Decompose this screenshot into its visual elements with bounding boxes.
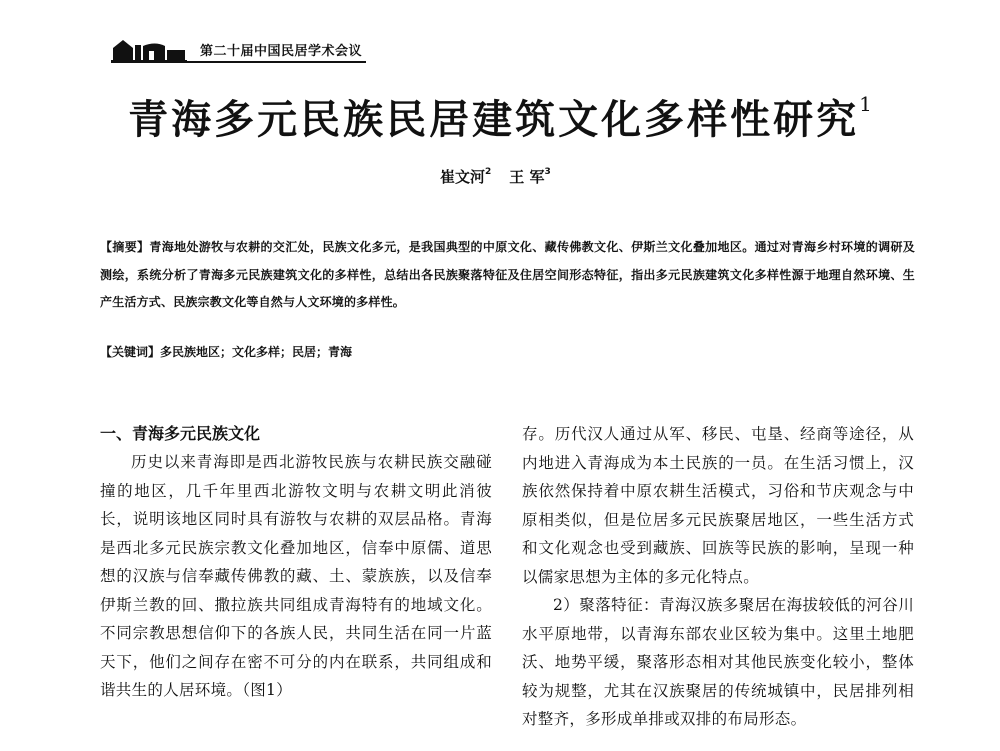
paper-title-text: 青海多元民族民居建筑文化多样性研究 <box>128 96 860 143</box>
keywords-label: 【关键词】 <box>100 345 161 359</box>
author-footnote-mark: 3 <box>544 167 551 177</box>
author-footnote-mark: 2 <box>485 167 492 177</box>
header-divider <box>111 61 366 63</box>
author-list <box>440 166 551 187</box>
abstract-text: 青海地处游牧与农耕的交汇处，民族文化多元，是我国典型的中原文化、藏传佛教文化、伊斯兰文化叠加地区。通过对青海乡村环境的调研及测绘，系统分析了青海多元民族建筑文化的多样性，总结出各民族聚落特征及住居空间形态特征，指出多元民族建筑文化多样性源于地理自然环境、生产生活方式、民族宗教文化等自然与人文环境的多样性。 <box>100 240 915 309</box>
keywords <box>100 343 352 360</box>
author-name: 王 军 <box>509 168 545 186</box>
section-heading: 一、青海多元民族文化 <box>100 424 261 443</box>
paper-title <box>0 88 1000 145</box>
title-footnote-mark: 1 <box>859 92 872 116</box>
body-paragraph: 历史以来青海即是西北游牧民族与农耕民族交融碰撞的地区，几千年里西北游牧文明与农耕文明此消彼长，说明该地区同时具有游牧与农耕的双层品格。青海是西北多元民族宗教文化叠加地区，信奉中原儒、道思想的汉族与信奉藏传佛教的藏、土、蒙族族，以及信奉伊斯兰教的回、撒拉族共同组成青海特有的地域文化。不同宗教思想信仰下的各族人民，共同生活在同一片蓝天下，他们之间存在密不可分的内在联系，共同组成和谐共生的人居环境。（图1） <box>100 453 492 699</box>
body-paragraph: 存。历代汉人通过从军、移民、屯垦、经商等途径，从内地进入青海成为本土民族的一员。在生活习惯上，汉族依然保持着中原农耕生活模式，习俗和节庆观念与中原相类似，但是位居多元民族聚居地区，一些生活方式和文化观念也受到藏族、回族等民族的影响，呈现一种以儒家思想为主体的多元化特点。 <box>522 425 914 586</box>
body-column-left <box>100 420 492 705</box>
author-name: 崔文河 <box>440 168 486 186</box>
house-logo-icon <box>111 35 187 62</box>
keywords-text: 多民族地区；文化多样；民居；青海 <box>160 345 353 359</box>
abstract-label: 【摘要】 <box>100 240 150 254</box>
body-paragraph: 2）聚落特征：青海汉族多聚居在海拔较低的河谷川水平原地带，以青海东部农业区较为集中。这里土地肥沃、地势平缓，聚落形态相对其他民族变化较小，整体较为规整，尤其在汉族聚居的传统城镇中，民居排列相对整齐，多形成单排或双排的布局形态。 <box>522 596 914 728</box>
abstract <box>100 234 915 317</box>
running-header-title: 第二十届中国民居学术会议 <box>200 44 363 59</box>
body-column-right <box>522 420 914 734</box>
